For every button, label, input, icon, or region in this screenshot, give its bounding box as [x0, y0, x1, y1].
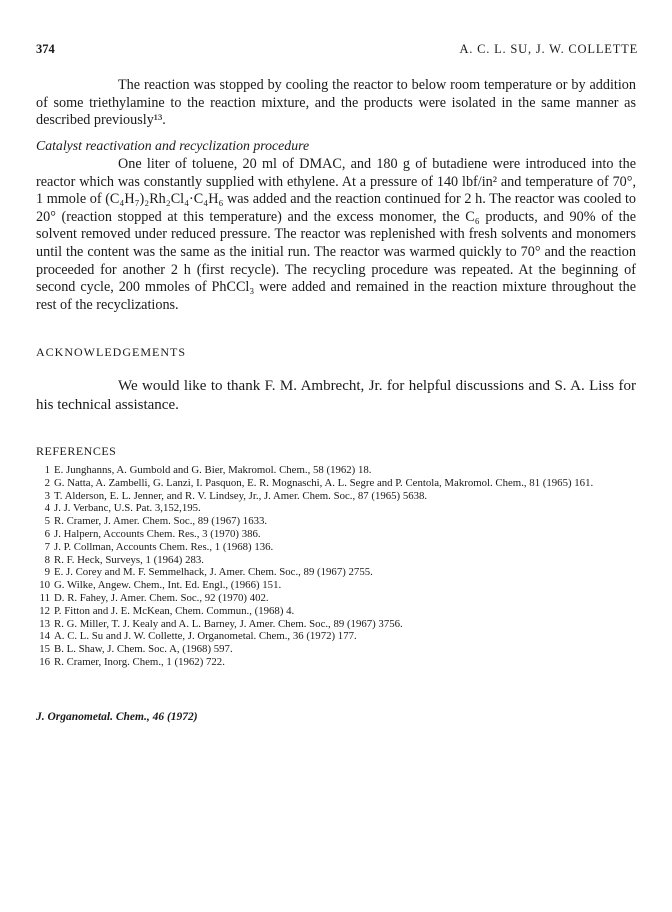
reference-text: R. Cramer, Inorg. Chem., 1 (1962) 722. — [54, 655, 225, 668]
reference-text: B. L. Shaw, J. Chem. Soc. A, (1968) 597. — [54, 643, 233, 656]
reference-text: J. J. Verbanc, U.S. Pat. 3,152,195. — [54, 502, 201, 515]
reference-number: 14 — [39, 630, 50, 643]
reference-item — [36, 464, 636, 477]
reference-number: 11 — [39, 591, 50, 604]
reference-text: D. R. Fahey, J. Amer. Chem. Soc., 92 (1970) 402. — [54, 591, 269, 604]
reference-number: 6 — [44, 527, 50, 540]
reference-number: 9 — [44, 566, 50, 579]
paragraph-reaction-stop: The reaction was stopped by cooling the reactor to below room temperature or by addition of some triethylamine to the reaction mixture, and the products were isolated in the same manner as described previously¹³. — [36, 77, 636, 129]
reference-list — [36, 464, 636, 669]
reference-item — [36, 554, 636, 567]
reference-text: E. J. Corey and M. F. Semmelhack, J. Amer. Chem. Soc., 89 (1967) 2755. — [54, 566, 373, 579]
reference-number: 13 — [39, 617, 50, 630]
reference-text: R. Cramer, J. Amer. Chem. Soc., 89 (1967) 1633. — [54, 515, 268, 528]
reference-item — [36, 630, 636, 643]
section-title: Catalyst reactivation and recyclization procedure — [36, 138, 310, 153]
reference-text: A. C. L. Su and J. W. Collette, J. Organometal. Chem., 36 (1972) 177. — [54, 630, 357, 643]
journal-footer: J. Organometal. Chem., 46 (1972) — [36, 711, 198, 723]
reference-text: J. Halpern, Accounts Chem. Res., 3 (1970) 386. — [54, 527, 261, 540]
reference-item — [36, 656, 636, 669]
reference-number: 3 — [44, 489, 50, 502]
reference-text: G. Natta, A. Zambelli, G. Lanzi, I. Pasquon, E. R. Mognaschi, A. L. Segre and P. Centola, Makromol. Chem., 81 (1965) 161. — [54, 476, 594, 489]
reference-text: R. F. Heck, Surveys, 1 (1964) 283. — [54, 553, 204, 566]
reference-number: 15 — [39, 643, 50, 656]
reference-text: G. Wilke, Angew. Chem., Int. Ed. Engl., (1966) 151. — [54, 579, 282, 592]
reference-number: 7 — [44, 540, 50, 553]
reference-number: 16 — [39, 655, 50, 668]
reference-text: P. Fitton and J. E. McKean, Chem. Commun., (1968) 4. — [54, 604, 295, 617]
page-header — [36, 42, 638, 62]
reference-item — [36, 490, 636, 503]
reference-item — [36, 618, 636, 631]
reference-number: 1 — [44, 464, 50, 476]
page-number: 374 — [36, 42, 55, 56]
references-heading: REFERENCES — [36, 444, 117, 458]
acknowledgements-heading: ACKNOWLEDGEMENTS — [36, 345, 186, 359]
acknowledgements-text: We would like to thank F. M. Ambrecht, Jr. for helpful discussions and S. A. Liss for his technical assistance. — [36, 378, 636, 413]
reference-text: T. Alderson, E. L. Jenner, and R. V. Lindsey, Jr., J. Amer. Chem. Soc., 87 (1965) 5638. — [54, 489, 428, 502]
reference-item — [36, 541, 636, 554]
reference-number: 10 — [39, 579, 50, 592]
reference-text: E. Junghanns, A. Gumbold and G. Bier, Makromol. Chem., 58 (1962) 18. — [54, 464, 372, 476]
reference-number: 8 — [44, 553, 50, 566]
reference-item — [36, 592, 636, 605]
reference-item — [36, 515, 636, 528]
reference-item — [36, 579, 636, 592]
reference-number: 4 — [44, 502, 50, 515]
reference-number: 5 — [44, 515, 50, 528]
reference-item — [36, 605, 636, 618]
reference-item — [36, 502, 636, 515]
reference-item — [36, 528, 636, 541]
reference-number: 2 — [44, 476, 50, 489]
reference-item — [36, 477, 636, 490]
reference-text: J. P. Collman, Accounts Chem. Res., 1 (1968) 136. — [54, 540, 274, 553]
reference-text: R. G. Miller, T. J. Kealy and A. L. Barney, J. Amer. Chem. Soc., 89 (1967) 3756. — [54, 617, 403, 630]
reference-item — [36, 566, 636, 579]
running-head: A. C. L. SU, J. W. COLLETTE — [459, 42, 638, 56]
reference-item — [36, 643, 636, 656]
paragraph-procedure: One liter of toluene, 20 ml of DMAC, and 180 g of butadiene were introduced into the reactor which was constantly supplied with ethylene. At a pressure of 140 lbf/in² and temperature of 70°, 1 mmole of (C₄H₇)₂Rh₂Cl₄·C₄H₆ was added and the reaction continued for 2 h. The reactor was cooled to 20° (reaction stopped at this temperature) and the excess monomer, the C₆ products, and 90% of the solvent removed under reduced pressure. The reactor was replenished with fresh solvents and monomers until the content was the same as the initial run. The reactor was warmed quickly to 70° and the reaction proceeded for another 2 h (first recycle). The recycling procedure was repeated. At the beginning of second cycle, 200 mmoles of PhCCl₃ were added and remained in the reaction mixture throughout the rest of the recyclizations. — [36, 156, 636, 313]
reference-number: 12 — [39, 604, 50, 617]
